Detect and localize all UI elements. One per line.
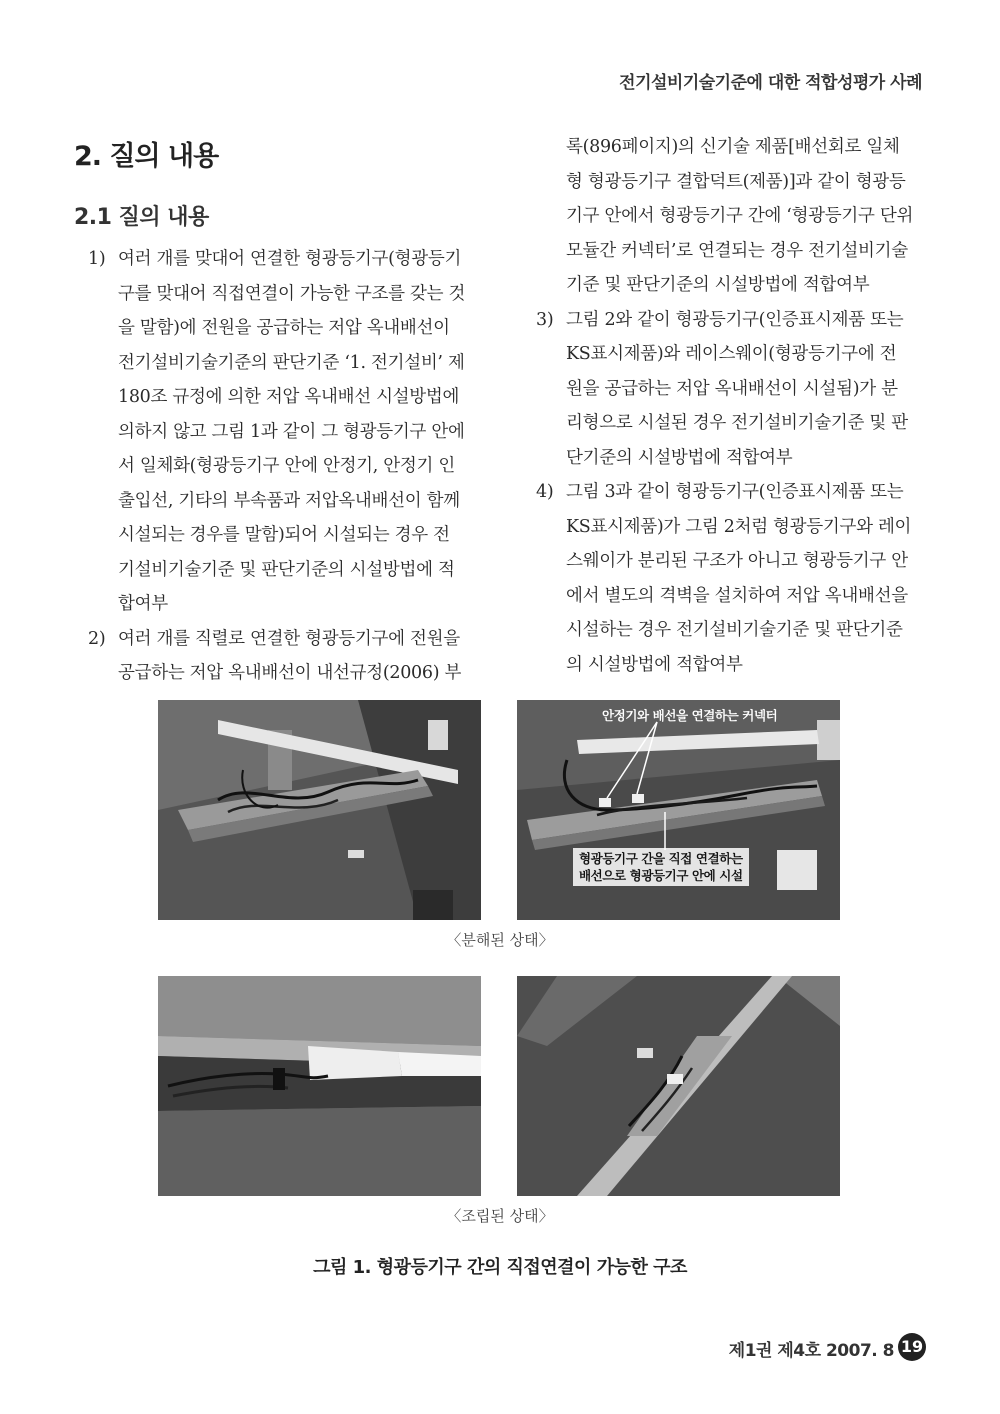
item1-line: 합여부 (118, 594, 168, 614)
item3-line: 단기준의 시설방법에 적합여부 (566, 447, 793, 468)
photo-assembled-left (158, 976, 481, 1196)
section-title: 2. 질의 내용 (74, 141, 219, 172)
left-column (88, 242, 480, 691)
callout-line: 배선으로 형광등기구 안에 시설 (579, 868, 743, 883)
item1-line: 기설비기술기준 및 판단기준의 시설방법에 적 (118, 559, 455, 580)
item2-line: 기준 및 판단기준의 시설방법에 적합여부 (566, 275, 870, 295)
item-number: 1) (88, 249, 106, 269)
callout-connector-label: 안정기와 배선을 연결하는 커넥터 (602, 708, 778, 723)
caption-assembled: 〈조립된 상태〉 (446, 1207, 554, 1225)
item3-line: 리형으로 시설된 경우 전기설비기술기준 및 판 (566, 413, 908, 433)
callout-wiring-label (573, 848, 749, 886)
right-column (536, 130, 928, 682)
item2-line: 록(896페이지)의 신기술 제품[배선회로 일체 (566, 137, 900, 157)
item4-line: 의 시설방법에 적합여부 (566, 654, 743, 675)
item1-line: 시설되는 경우를 말함)되어 시설되는 경우 전 (118, 525, 450, 545)
item1-line: 을 말함)에 전원을 공급하는 저압 옥내배선이 (118, 318, 450, 338)
figure-caption: 그림 1. 형광등기구 간의 직접연결이 가능한 구조 (313, 1257, 687, 1278)
list-item-1 (88, 242, 480, 277)
photo-disassembled-right (517, 700, 840, 920)
item2-line: 공급하는 저압 옥내배선이 내선규정(2006) 부 (118, 663, 462, 683)
footer-issue: 제1권 제4호 2007. 8 (728, 1341, 894, 1361)
item3-line: 원을 공급하는 저압 옥내배선이 시설됨)가 분 (566, 378, 898, 399)
photo-disassembled-left (158, 700, 481, 920)
callout-line: 형광등기구 간을 직접 연결하는 (579, 851, 743, 866)
item4-line: KS표시제품)가 그림 2처럼 형광등기구와 레이 (566, 516, 912, 537)
item1-line: 서 일체화(형광등기구 안에 안정기, 안정기 인 (118, 456, 455, 476)
list-item-3 (536, 303, 928, 338)
list-item-4 (536, 475, 928, 510)
item2-line: 형 형광등기구 결합덕트(제품)]과 같이 형광등 (566, 171, 906, 192)
item-text: 여러 개를 직렬로 연결한 형광등기구에 전원을 (118, 628, 460, 649)
item1-line: 전기설비기술기준의 판단기준 ‘1. 전기설비’ 제 (118, 352, 465, 373)
item-number: 3) (536, 309, 554, 330)
subsection-title: 2.1 질의 내용 (74, 205, 209, 230)
item1-line: 180조 규정에 의한 저압 옥내배선 시설방법에 (118, 387, 460, 407)
item2-line: 모듈간 커넥터’로 연결되는 경우 전기설비기술 (566, 240, 908, 261)
item4-line: 스웨이가 분리된 구조가 아니고 형광등기구 안 (566, 551, 908, 571)
page-number-badge: 19 (898, 1333, 926, 1361)
item1-line: 구를 맞대어 직접연결이 가능한 구조를 갖는 것 (118, 283, 466, 304)
list-item-2 (88, 622, 480, 657)
item1-line: 의하지 않고 그림 1과 같이 그 형광등기구 안에 (118, 421, 465, 442)
item4-line: 에서 별도의 격벽을 설치하여 저압 옥내배선을 (566, 585, 908, 606)
caption-disassembled: 〈분해된 상태〉 (446, 931, 554, 949)
item1-line: 출입선, 기타의 부속품과 저압옥내배선이 함께 (118, 490, 460, 511)
photo-assembled-right (517, 976, 840, 1196)
item2-line: 기구 안에서 형광등기구 간에 ‘형광등기구 단위 (566, 206, 914, 226)
item4-line: 시설하는 경우 전기설비기술기준 및 판단기준 (566, 620, 903, 640)
item3-line: KS표시제품)와 레이스웨이(형광등기구에 전 (566, 344, 897, 364)
item-text: 그림 2와 같이 형광등기구(인증표시제품 또는 (566, 309, 904, 330)
running-header: 전기설비기술기준에 대한 적합성평가 사례 (619, 73, 922, 93)
item-text: 그림 3과 같이 형광등기구(인증표시제품 또는 (566, 482, 904, 502)
item-text: 여러 개를 맞대어 연결한 형광등기구(형광등기 (118, 249, 462, 269)
item-number: 2) (88, 628, 106, 649)
item-number: 4) (536, 482, 554, 502)
